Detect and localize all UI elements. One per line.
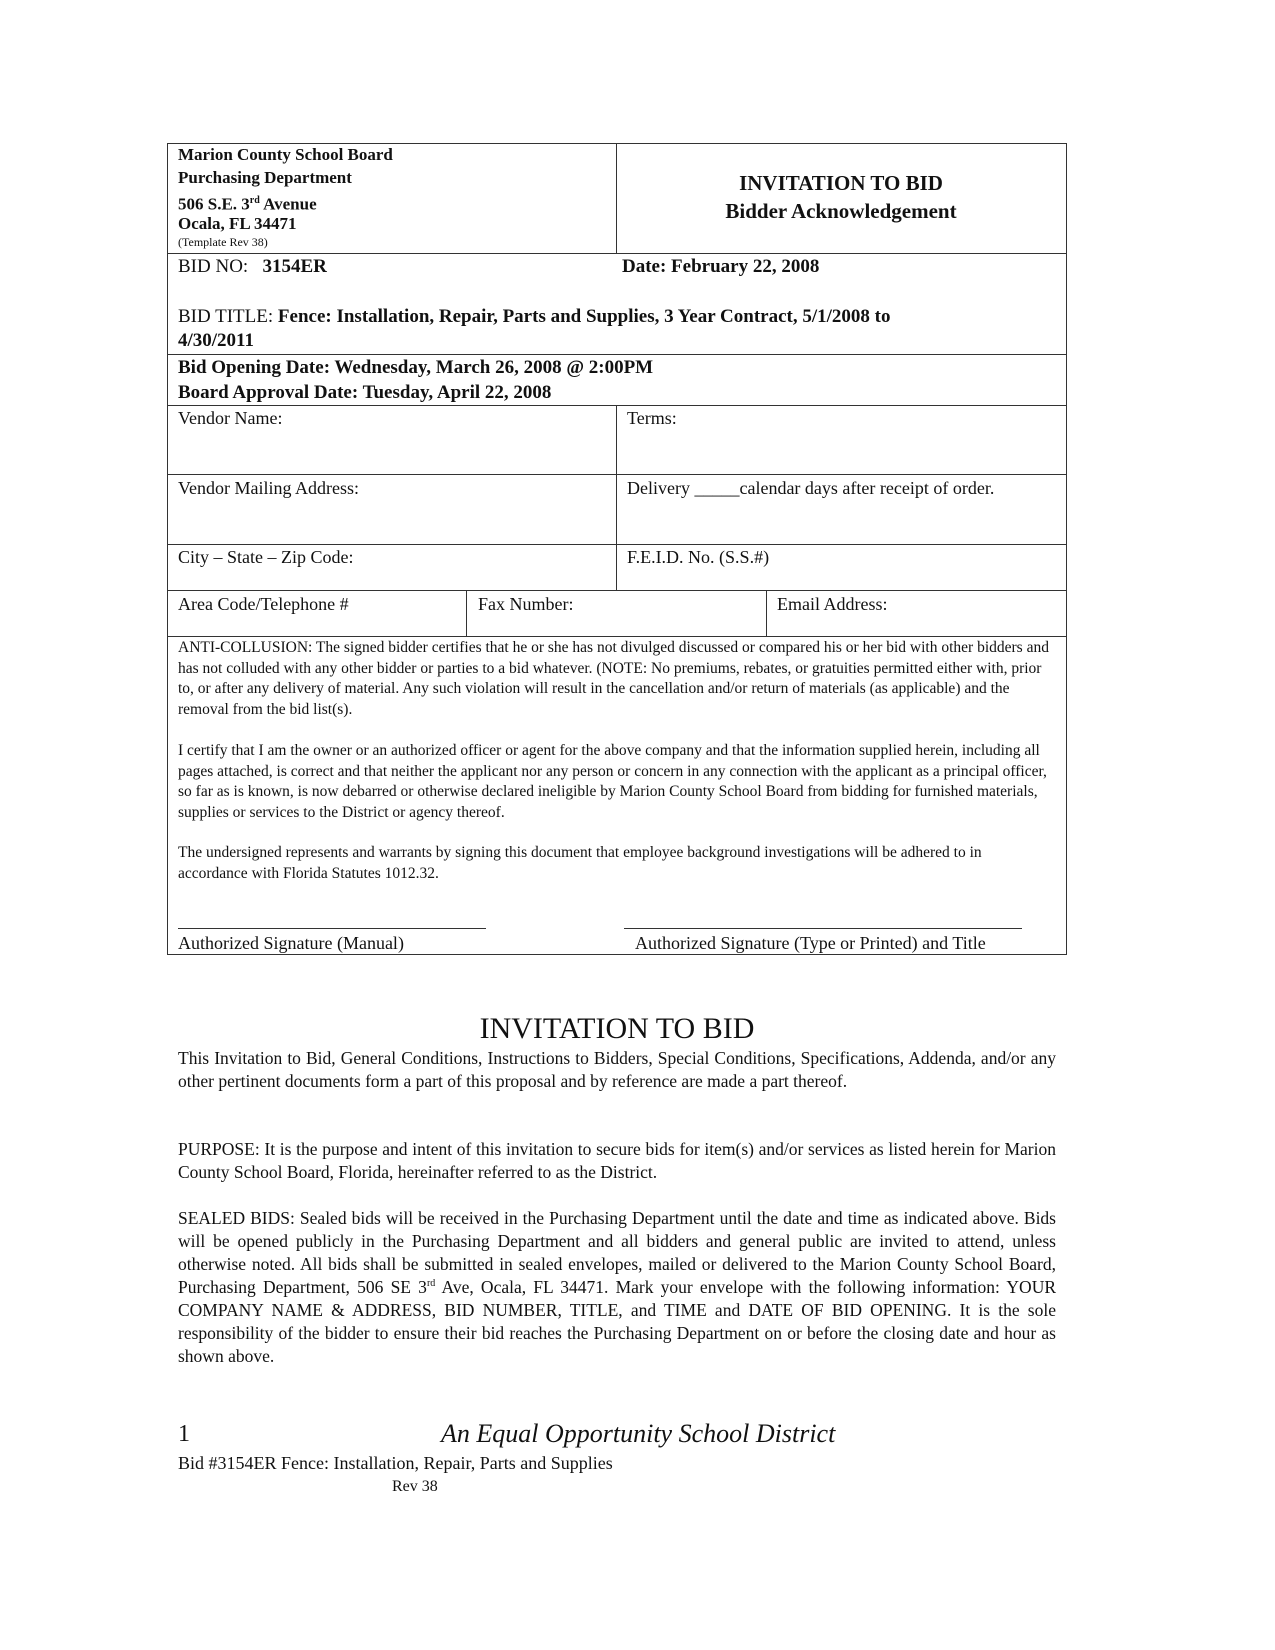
vendor-name-field[interactable]: Vendor Name: xyxy=(178,408,283,428)
city: Ocala, FL 34471 xyxy=(178,214,297,233)
fax-field[interactable]: Fax Number: xyxy=(478,594,574,614)
divider xyxy=(766,590,767,636)
footer-rev: Rev 38 xyxy=(392,1478,438,1495)
footer-bid-line: Bid #3154ER Fence: Installation, Repair, Parts and Supplies xyxy=(178,1453,613,1473)
telephone-field[interactable]: Area Code/Telephone # xyxy=(178,594,349,614)
bid-title-label: BID TITLE: xyxy=(178,306,274,327)
address-text: 506 S.E. 3 xyxy=(178,194,250,214)
page-number: 1 xyxy=(178,1421,190,1447)
divider xyxy=(616,143,617,253)
department: Purchasing Department xyxy=(178,168,352,187)
bid-number-value: 3154ER xyxy=(262,256,327,277)
signature-line-manual[interactable] xyxy=(178,928,486,929)
address-text: Avenue xyxy=(259,194,317,214)
bid-title-cont: 4/30/2011 xyxy=(178,330,255,351)
board-approval-date: Board Approval Date: Tuesday, April 22, 2008 xyxy=(178,382,552,403)
divider xyxy=(167,405,1067,406)
divider xyxy=(167,474,1067,475)
signature-typed-label: Authorized Signature (Type or Printed) and Title xyxy=(635,933,986,953)
divider xyxy=(167,253,1067,254)
address-sup: rd xyxy=(249,195,260,206)
footer-motto: An Equal Opportunity School District xyxy=(441,1419,836,1448)
city-state-zip-field[interactable]: City – State – Zip Code: xyxy=(178,547,354,567)
signature-manual-label: Authorized Signature (Manual) xyxy=(178,933,404,953)
background-check-text: The undersigned represents and warrants by signing this document that employee background investigations will be adhered to in accordance with Florida Statutes 1012.32. xyxy=(178,844,982,882)
anti-collusion-text: ANTI-COLLUSION: The signed bidder certifies that he or she has not divulged discussed or compared his or her bid with other bidders and has not colluded with any other bidder or parties to a bid whatever. (NOTE: No premiums, rebates, or gratuities permitted either with, prior to, or after any delivery of material. Any such violation will result in the cancellation and/or return of materials (as applicable) and the removal from the bid list(s). xyxy=(178,639,1049,718)
divider xyxy=(616,405,617,590)
bid-title xyxy=(178,306,891,328)
divider xyxy=(167,636,1067,637)
divider xyxy=(167,544,1067,545)
bid-title-value: Fence: Installation, Repair, Parts and Supplies, 3 Year Contract, 5/1/2008 to xyxy=(277,306,891,327)
form-subtitle: Bidder Acknowledgement xyxy=(725,199,957,223)
mailing-address-field[interactable]: Vendor Mailing Address: xyxy=(178,478,359,498)
divider xyxy=(466,590,467,636)
divider xyxy=(167,590,1067,591)
sealed-bids-sup: rd xyxy=(426,1278,436,1290)
delivery-field[interactable]: Delivery _____calendar days after receipt of order. xyxy=(627,478,995,498)
intro-paragraph: This Invitation to Bid, General Conditions, Instructions to Bidders, Special Conditions, Specifications, Addenda, and/or any other pertinent documents form a part of this proposal and by reference are made a part thereof. xyxy=(178,1048,1056,1091)
bid-opening-date: Bid Opening Date: Wednesday, March 26, 2008 @ 2:00PM xyxy=(178,357,654,378)
sealed-bids-text: Ave, Ocala, FL 34471. Mark your envelope with the following information: YOUR COMPANY NAME & ADDRESS, BID NUMBER, TITLE, and TIME and DATE OF BID OPENING. It is the sole responsibility of the bidder to ensure their bid reaches the Purchasing Department on or before the closing date and hour as shown above. xyxy=(178,1277,1057,1366)
sealed-bids-text: SEALED BIDS: Sealed bids will be received in the Purchasing Department until the date and time as indicated above. Bids will be opened publicly in the Purchasing Department and all bidders and general public are invited to attend, unless otherwise noted. All bids shall be submitted in sealed envelopes, mailed or delivered to the Marion County School Board, Purchasing Department, 506 SE 3 xyxy=(178,1208,1056,1297)
certification-text: I certify that I am the owner or an authorized officer or agent for the above company and that the information supplied herein, including all pages attached, is correct and that neither the applicant nor any person or concern in any connection with the applicant as a principal officer, so far as is known, is now debarred or otherwise declared ineligible by Marion County School Board from bidding for furnished materials, supplies or services to the District or agency thereof. xyxy=(178,742,1047,821)
bid-number xyxy=(178,256,327,278)
bid-date: Date: February 22, 2008 xyxy=(622,256,820,277)
sealed-bids-paragraph xyxy=(178,1207,1056,1368)
feid-field[interactable]: F.E.I.D. No. (S.S.#) xyxy=(627,547,770,567)
form-title: INVITATION TO BID xyxy=(739,171,943,195)
terms-field[interactable]: Terms: xyxy=(627,408,677,428)
signature-line-typed[interactable] xyxy=(624,928,1022,929)
section-title: INVITATION TO BID xyxy=(479,1012,755,1045)
bid-number-label: BID NO: xyxy=(178,256,249,277)
address xyxy=(178,190,317,216)
template-rev: (Template Rev 38) xyxy=(178,235,268,249)
divider xyxy=(167,354,1067,355)
email-field[interactable]: Email Address: xyxy=(777,594,888,614)
purpose-paragraph: PURPOSE: It is the purpose and intent of this invitation to secure bids for item(s) and/or services as listed herein for Marion County School Board, Florida, hereinafter referred to as the District. xyxy=(178,1139,1056,1182)
org-name: Marion County School Board xyxy=(178,145,393,164)
